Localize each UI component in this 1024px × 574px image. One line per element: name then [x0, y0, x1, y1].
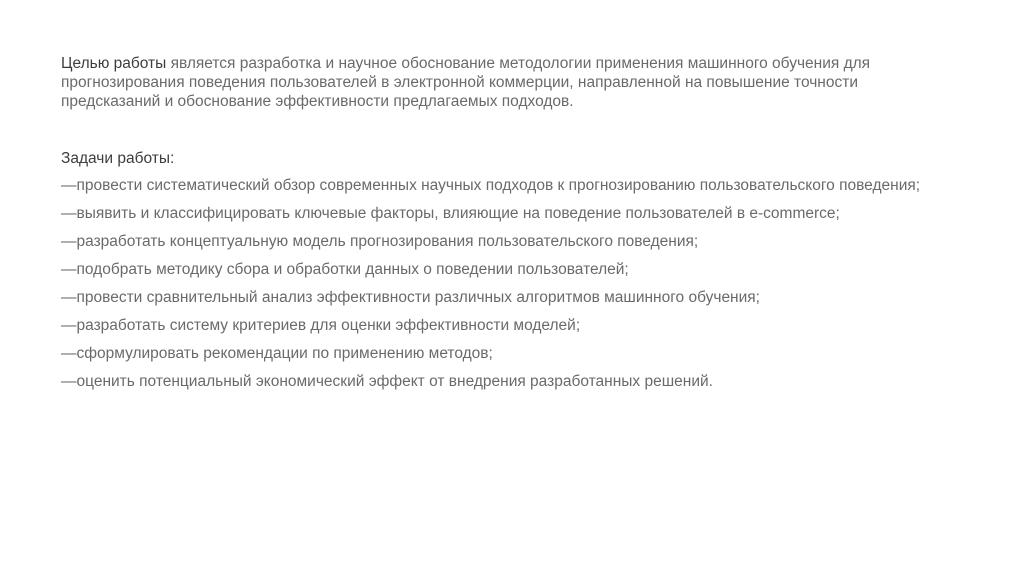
- task-text: провести сравнительный анализ эффективности различных алгоритмов машинного обучения;: [76, 289, 760, 306]
- task-text: оценить потенциальный экономический эффект от внедрения разработанных решений.: [76, 373, 713, 390]
- slide-content: [61, 54, 961, 400]
- task-item: [61, 204, 961, 223]
- goal-lead: Целью работы: [61, 55, 167, 72]
- task-item: [61, 372, 961, 391]
- dash-marker: —: [61, 317, 77, 334]
- task-item: [61, 260, 961, 279]
- goal-paragraph: [61, 54, 961, 111]
- dash-marker: —: [61, 261, 77, 278]
- task-text: разработать концептуальную модель прогнозирования пользовательского поведения;: [76, 233, 699, 250]
- task-item: [61, 232, 961, 251]
- goal-text: является разработка и научное обоснование методологии применения машинного обучения для прогнозирования поведения пользователей в электронной коммерции, направленной на повышение точности предсказаний и обоснование эффективности предлагаемых подходов.: [61, 55, 871, 110]
- task-text: провести систематический обзор современных научных подходов к прогнозированию пользовательского поведения;: [76, 177, 921, 194]
- dash-marker: —: [61, 233, 77, 250]
- task-text: подобрать методику сбора и обработки данных о поведении пользователей;: [76, 261, 629, 278]
- task-list: [61, 176, 961, 391]
- task-text: сформулировать рекомендации по применению методов;: [76, 345, 493, 362]
- dash-marker: —: [61, 345, 77, 362]
- dash-marker: —: [61, 177, 77, 194]
- task-text: разработать систему критериев для оценки эффективности моделей;: [76, 317, 581, 334]
- tasks-title: Задачи работы:: [61, 150, 175, 167]
- task-item: [61, 344, 961, 363]
- task-item: [61, 176, 961, 195]
- task-text: выявить и классифицировать ключевые факторы, влияющие на поведение пользователей в e-commerce;: [76, 205, 840, 222]
- task-item: [61, 288, 961, 307]
- dash-marker: —: [61, 373, 77, 390]
- dash-marker: —: [61, 205, 77, 222]
- task-item: [61, 316, 961, 335]
- dash-marker: —: [61, 289, 77, 306]
